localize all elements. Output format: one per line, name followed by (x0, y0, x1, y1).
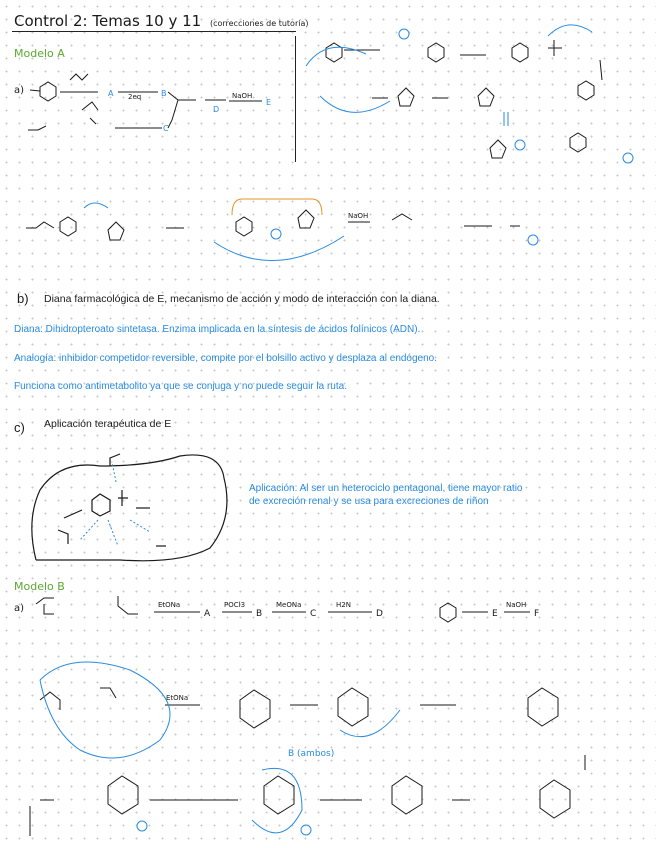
model-a-letter-e: E (266, 98, 272, 107)
model-b-nh3: H2N (336, 601, 351, 609)
model-b-pocl3: POCl3 (224, 601, 246, 609)
section-b-question: Diana farmacológica de E, mecanismo de acción y modo de interacción con la diana. (44, 293, 440, 305)
model-b-item-a: a) (14, 603, 25, 614)
model-b-letter-f: F (534, 609, 540, 619)
model-b-ambos-label: B (ambos) (288, 749, 335, 759)
section-c-answer-line1: Aplicación: Al ser un heterociclo pentagonal, tiene mayor ratio (249, 483, 523, 494)
section-c-letter: c) (14, 420, 25, 435)
title-subtitle: (correcciones de tutoría) (209, 19, 309, 28)
model-a-two-eq: 2eq (128, 93, 142, 101)
model-a-letter-a: A (108, 89, 114, 98)
model-a-letter-c: C (163, 124, 169, 133)
model-a-naoh: NaOH (232, 92, 253, 100)
section-b-answer-2: Analogía: inhibidor competidor reversible, compite por el bolsillo activo y desplaza al endógeno. (14, 353, 438, 364)
title-text: Control 2: Temas 10 y 11 (14, 12, 202, 30)
model-b-letter-b: B (256, 609, 263, 619)
model-b-mech-etona: EtONa (166, 694, 189, 702)
section-b-answer-1: Diana: Dihidropteroato sintetasa. Enzima implicada en la síntesis de ácidos folínicos (ADN). (14, 324, 421, 335)
model-b-letter-a: A (204, 609, 211, 619)
section-c-question: Aplicación terapéutica de E (44, 418, 172, 430)
model-a-item-a: a) (14, 85, 25, 96)
model-b-naoh: NaOH (506, 601, 527, 609)
model-b-letter-c: C (310, 609, 317, 619)
model-a-letter-b: B (161, 89, 167, 98)
section-b-letter: b) (17, 291, 29, 306)
model-a-label: Modelo A (14, 47, 65, 60)
section-c-answer-line2: de excreción renal y se usa para excreciones de riñon (249, 496, 489, 507)
model-a-letter-d: D (213, 105, 220, 114)
model-b-letter-d: D (376, 609, 383, 619)
model-a-row2-naoh: NaOH (348, 212, 369, 220)
model-b-letter-e: E (492, 609, 498, 619)
model-b-meona: MeONa (276, 601, 302, 609)
section-b-answer-3: Funciona como antimetabolito ya que se conjuga y no puede seguir la ruta. (14, 381, 347, 392)
model-b-label: Modelo B (14, 580, 65, 593)
model-b-etona: EtONa (158, 601, 181, 609)
